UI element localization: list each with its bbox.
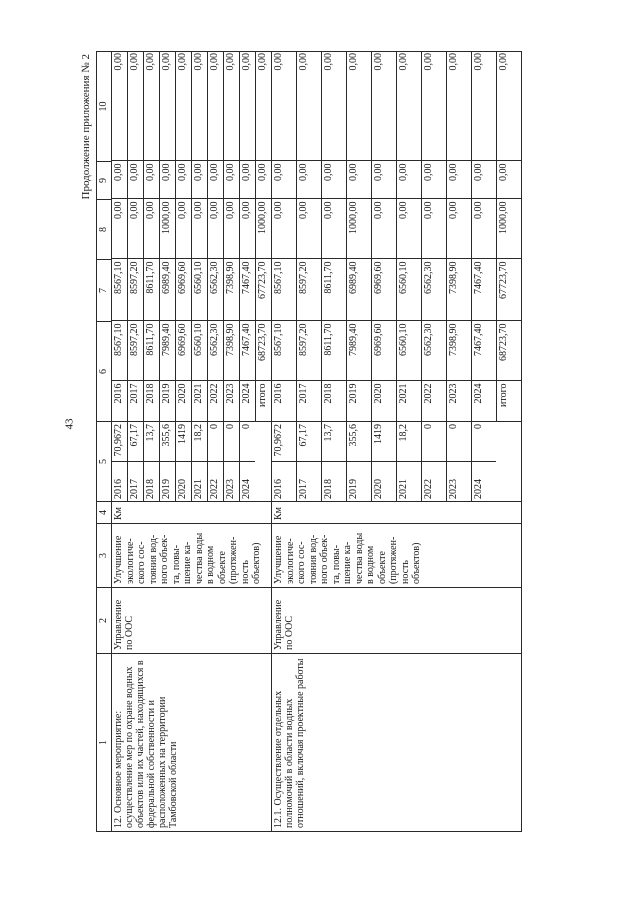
funding-total: 68723,70 — [256, 321, 272, 381]
funding-row — [397, 51, 422, 421]
funding-year: 2016 — [272, 381, 297, 421]
target-row — [422, 422, 447, 501]
target-year: 2020 — [176, 462, 192, 502]
target-row — [447, 422, 472, 501]
target-year: 2022 — [422, 462, 447, 502]
funding-regional: 6989,40 — [160, 259, 176, 321]
target-year: 2019 — [160, 462, 176, 502]
funding-total: 8611,70 — [144, 321, 160, 381]
target-value: 18,2 — [192, 422, 208, 462]
column-header: 8 — [97, 200, 112, 260]
funding-year: 2021 — [397, 381, 422, 421]
funding-local: 0,00 — [128, 161, 144, 199]
column-header: 5 — [97, 422, 112, 502]
target-row — [112, 422, 128, 501]
funding-other: 0,00 — [447, 51, 472, 161]
rotated-content — [80, 52, 590, 832]
funding-regional: 8597,20 — [297, 259, 322, 321]
funding-row — [447, 51, 472, 421]
funding-local: 0,00 — [447, 161, 472, 199]
funding-regional: 67723,70 — [256, 259, 272, 321]
funding-total: 7467,40 — [240, 321, 256, 381]
funding-other: 0,00 — [224, 51, 240, 161]
funding-year: 2017 — [297, 381, 322, 421]
target-row — [128, 422, 144, 501]
funding-local: 0,00 — [347, 161, 372, 199]
target-value: 1419 — [176, 422, 192, 462]
funding-total: 8567,10 — [112, 321, 128, 381]
column-header: 4 — [97, 502, 112, 524]
target-year: 2017 — [297, 462, 322, 502]
target-year: 2016 — [272, 462, 297, 502]
target-row — [224, 422, 240, 501]
funding-other: 0,00 — [144, 51, 160, 161]
funding-year: 2022 — [422, 381, 447, 421]
funding-row — [297, 51, 322, 421]
target-value: 13,7 — [144, 422, 160, 462]
unit-cell: Км — [112, 502, 272, 524]
funding-row — [472, 51, 497, 421]
executor-cell: Управление по ООС — [112, 588, 272, 654]
target-row — [322, 422, 347, 501]
funding-federal: 0,00 — [208, 199, 224, 259]
funding-other: 0,00 — [112, 51, 128, 161]
funding-row — [128, 51, 144, 421]
target-value: 355,6 — [347, 422, 372, 462]
funding-year: 2017 — [128, 381, 144, 421]
target-value: 0 — [208, 422, 224, 462]
funding-row — [497, 51, 522, 421]
target-row — [208, 422, 224, 501]
header-row — [97, 52, 112, 832]
funding-other: 0,00 — [498, 53, 509, 71]
funding-other: 0,00 — [322, 51, 347, 161]
funding-year: 2023 — [447, 381, 472, 421]
funding-year: итого — [497, 381, 522, 421]
target-year: 2018 — [144, 462, 160, 502]
funding-local: 0,00 — [272, 161, 297, 199]
target-value: 0 — [473, 424, 484, 429]
funding-regional: 8567,10 — [112, 259, 128, 321]
funding-row — [272, 51, 297, 421]
funding-regional: 6989,40 — [347, 259, 372, 321]
target-year: 2017 — [128, 462, 144, 502]
funding-local: 0,00 — [144, 161, 160, 199]
funding-year: 2018 — [144, 381, 160, 421]
funding-row — [176, 51, 192, 421]
funding-other: 0,00 — [160, 51, 176, 161]
funding-federal: 0,00 — [447, 199, 472, 259]
column-header: 10 — [97, 52, 112, 162]
funding-row — [144, 51, 160, 421]
funding-row — [112, 51, 128, 421]
target-values-table — [272, 422, 496, 501]
target-row — [472, 422, 497, 501]
target-year: 2023 — [224, 462, 240, 502]
target-value: 0 — [224, 422, 240, 462]
funding-local: 0,00 — [160, 161, 176, 199]
funding-local: 0,00 — [208, 161, 224, 199]
funding-local: 0,00 — [176, 161, 192, 199]
funding-federal: 1000,00 — [160, 199, 176, 259]
funding-local: 0,00 — [240, 161, 256, 199]
funding-local: 0,00 — [322, 161, 347, 199]
target-row — [397, 422, 422, 501]
funding-regional: 8611,70 — [144, 259, 160, 321]
funding-federal: 0,00 — [297, 199, 322, 259]
funding-regional: 8567,10 — [272, 259, 297, 321]
unit-cell: Км — [272, 502, 522, 524]
target-year: 2021 — [192, 462, 208, 502]
funding-table — [272, 51, 521, 421]
target-year: 2024 — [472, 462, 497, 502]
funding-total: 6562,30 — [422, 321, 447, 381]
funding-other: 0,00 — [240, 51, 256, 161]
funding-row — [160, 51, 176, 421]
funding-year: 2020 — [176, 381, 192, 421]
funding-federal: 0,00 — [112, 199, 128, 259]
column-header: 3 — [97, 524, 112, 588]
indicator-cell: Улучшение экологиче- ского сос- тояния вод- ного объек- та, повы- шение ка- чества воды в водном объекте (протяжен- ность объектов) — [272, 524, 522, 588]
target-value: 67,17 — [128, 422, 144, 462]
funding-federal: 0,00 — [192, 199, 208, 259]
page-number: 43 — [63, 418, 76, 430]
funding-year: 2018 — [322, 381, 347, 421]
funding-other: 0,00 — [272, 51, 297, 161]
funding-federal: 0,00 — [224, 199, 240, 259]
target-value: 1419 — [372, 422, 397, 462]
funding-local: 0,00 — [112, 161, 128, 199]
executor-cell: Управление по ООС — [272, 588, 522, 654]
funding-row — [208, 51, 224, 421]
funding-row — [240, 51, 256, 421]
table-row — [272, 52, 522, 832]
funding-cell — [112, 52, 272, 422]
funding-regional: 6969,60 — [372, 259, 397, 321]
funding-other: 0,00 — [347, 51, 372, 161]
funding-other: 0,00 — [397, 51, 422, 161]
indicator-cell: Улучшение экологиче- ского сос- тояния вод- ного объек- та, повы- шение ка- чества воды в водном объекте (протяжен- ность объектов) — [112, 524, 272, 588]
target-value: 67,17 — [297, 422, 322, 462]
column-header: 1 — [97, 654, 112, 832]
target-row — [240, 422, 256, 501]
funding-other: 0,00 — [422, 51, 447, 161]
column-header: 2 — [97, 588, 112, 654]
funding-federal: 1000,00 — [497, 199, 522, 259]
funding-table — [112, 51, 271, 421]
target-value: 18,2 — [397, 422, 422, 462]
target-year: 2024 — [240, 462, 256, 502]
target-row — [176, 422, 192, 501]
funding-federal: 0,00 — [472, 199, 497, 259]
column-header: 7 — [97, 260, 112, 322]
funding-local: 0,00 — [224, 161, 240, 199]
column-header: 9 — [97, 162, 112, 200]
column-header: 6 — [97, 322, 112, 422]
funding-federal: 0,00 — [322, 199, 347, 259]
funding-local: 0,00 — [497, 161, 522, 199]
target-value: 70,9672 — [272, 422, 297, 462]
funding-total: 7467,40 — [472, 321, 497, 381]
funding-year: 2022 — [208, 381, 224, 421]
funding-regional: 6560,10 — [192, 259, 208, 321]
target-year: 2020 — [372, 462, 397, 502]
funding-regional: 6560,10 — [397, 259, 422, 321]
target-row — [272, 422, 297, 501]
funding-total: 8597,20 — [297, 321, 322, 381]
funding-federal: 0,00 — [272, 199, 297, 259]
funding-other: 0,00 — [192, 51, 208, 161]
funding-row — [192, 51, 208, 421]
funding-federal: 0,00 — [128, 199, 144, 259]
funding-row — [347, 51, 372, 421]
funding-regional: 6562,30 — [422, 259, 447, 321]
funding-year: 2019 — [160, 381, 176, 421]
funding-local: 0,00 — [256, 161, 272, 199]
funding-regional: 7467,40 — [240, 259, 256, 321]
target-row — [372, 422, 397, 501]
funding-year: итого — [256, 381, 272, 421]
funding-year: 2016 — [112, 381, 128, 421]
target-year: 2021 — [397, 462, 422, 502]
funding-other: 0,00 — [176, 51, 192, 161]
rotated-page — [80, 52, 590, 832]
appendix-caption: Продолжение приложения № 2 — [80, 54, 92, 200]
funding-local: 0,00 — [192, 161, 208, 199]
funding-other: 0,00 — [208, 51, 224, 161]
funding-other: 0,00 — [128, 51, 144, 161]
target-value: 70,9672 — [112, 422, 128, 462]
target-values-cell — [272, 422, 522, 502]
program-table — [96, 51, 522, 832]
target-year: 2022 — [208, 462, 224, 502]
funding-total: 8611,70 — [322, 321, 347, 381]
target-value: 0 — [422, 422, 447, 462]
funding-other: 0,00 — [372, 51, 397, 161]
funding-year: 2023 — [224, 381, 240, 421]
funding-row — [224, 51, 240, 421]
funding-regional: 6969,60 — [176, 259, 192, 321]
target-row — [297, 422, 322, 501]
funding-federal: 1000,00 — [256, 199, 272, 259]
target-row — [192, 422, 208, 501]
target-value: 0 — [241, 424, 252, 429]
funding-total: 6562,30 — [208, 321, 224, 381]
funding-total: 7989,40 — [347, 321, 372, 381]
funding-year: 2020 — [372, 381, 397, 421]
funding-regional: 67723,70 — [497, 259, 522, 321]
funding-regional: 7398,90 — [447, 259, 472, 321]
target-value: 13,7 — [322, 422, 347, 462]
target-year: 2023 — [447, 462, 472, 502]
target-value: 0 — [447, 422, 472, 462]
funding-total: 6969,60 — [372, 321, 397, 381]
funding-year: 2024 — [240, 381, 256, 421]
funding-total: 6969,60 — [176, 321, 192, 381]
funding-federal: 0,00 — [372, 199, 397, 259]
funding-federal: 1000,00 — [347, 199, 372, 259]
target-row — [160, 422, 176, 501]
funding-federal: 0,00 — [144, 199, 160, 259]
funding-year: 2024 — [472, 381, 497, 421]
funding-regional: 7467,40 — [472, 259, 497, 321]
table-row — [112, 52, 272, 832]
target-values-cell — [112, 422, 272, 502]
funding-other: 0,00 — [257, 53, 268, 71]
funding-local: 0,00 — [397, 161, 422, 199]
funding-local: 0,00 — [472, 161, 497, 199]
funding-local: 0,00 — [297, 161, 322, 199]
funding-year: 2019 — [347, 381, 372, 421]
funding-cell — [272, 52, 522, 422]
funding-total: 8597,20 — [128, 321, 144, 381]
funding-regional: 6562,30 — [208, 259, 224, 321]
funding-row — [422, 51, 447, 421]
funding-regional: 8597,20 — [128, 259, 144, 321]
target-year: 2016 — [112, 462, 128, 502]
funding-federal: 0,00 — [422, 199, 447, 259]
funding-total: 8567,10 — [272, 321, 297, 381]
funding-total: 7989,40 — [160, 321, 176, 381]
funding-total: 68723,70 — [497, 321, 522, 381]
funding-total: 7398,90 — [224, 321, 240, 381]
funding-federal: 0,00 — [240, 199, 256, 259]
funding-total: 7398,90 — [447, 321, 472, 381]
funding-regional: 8611,70 — [322, 259, 347, 321]
measure-name-cell: 12. Основное мероприятие: осуществление мер по охране водных объектов или их частей, находящихся в федеральной собственности и расположенных на территории Тамбовской области — [112, 654, 272, 832]
target-year: 2019 — [347, 462, 372, 502]
funding-other: 0,00 — [472, 51, 497, 161]
funding-total: 6560,10 — [192, 321, 208, 381]
funding-row — [372, 51, 397, 421]
target-value: 355,6 — [160, 422, 176, 462]
funding-other: 0,00 — [297, 51, 322, 161]
funding-year: 2021 — [192, 381, 208, 421]
funding-local: 0,00 — [372, 161, 397, 199]
measure-name-cell: 12.1. Осуществление отдельных полномочий в области водных отношений, включая проектные работы — [272, 654, 522, 832]
target-year: 2018 — [322, 462, 347, 502]
target-values-table — [112, 422, 255, 501]
funding-row — [256, 51, 272, 421]
target-row — [347, 422, 372, 501]
funding-regional: 7398,90 — [224, 259, 240, 321]
funding-row — [322, 51, 347, 421]
funding-local: 0,00 — [422, 161, 447, 199]
funding-federal: 0,00 — [397, 199, 422, 259]
funding-total: 6560,10 — [397, 321, 422, 381]
funding-federal: 0,00 — [176, 199, 192, 259]
target-row — [144, 422, 160, 501]
